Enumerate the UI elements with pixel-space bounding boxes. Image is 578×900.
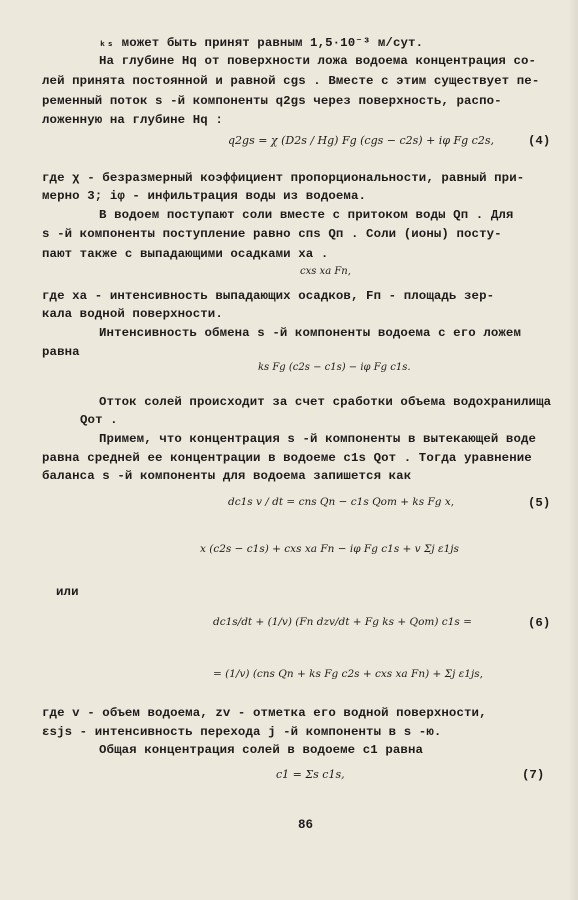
equation-number: (4): [528, 134, 551, 148]
text-line: Примем, что концентрация s -й компоненты в вытекающей воде: [99, 432, 537, 446]
formula-exchange: ks Fg (c2s − c1s) − iφ Fg c1s.: [258, 362, 411, 373]
text-line: или: [56, 585, 79, 599]
text-line: ɛsjs - интенсивность перехода j -й компоненты в s -ю.: [42, 725, 442, 739]
text-line: равна средней ее концентрации в водоеме c1s Qот . Тогда уравнение: [42, 451, 532, 465]
text-line: Общая концентрация солей в водоеме c1 равна: [99, 743, 424, 757]
equation-number: (7): [522, 768, 545, 782]
text-line: На глубине Hq от поверхности ложа водоема концентрация со-: [99, 54, 537, 68]
text-line: s -й компоненты поступление равно cпs Qп . Соли (ионы) посту-: [42, 227, 502, 241]
text-line: ложенную на глубине Hq :: [42, 113, 223, 127]
formula-5a: dc1s v / dt = cпs Qп − c1s Qот + ks Fg x,: [228, 496, 455, 508]
text-line: кала водной поверхности.: [42, 307, 223, 321]
formula-6b: = (1/v) (cпs Qп + ks Fg c2s + cxs xа Fп) + Σj ε1js,: [213, 668, 483, 680]
text-line: где xа - интенсивность выпадающих осадков, Fп - площадь зер-: [42, 289, 495, 303]
formula-7: c1 = Σs c1s,: [276, 768, 345, 781]
text-line: баланса s -й компоненты для водоема запишется как: [42, 469, 412, 483]
equation-number: (5): [528, 496, 551, 510]
text-line: мерно 3; iφ - инфильтрация воды из водоема.: [42, 189, 367, 203]
page-number: 86: [298, 818, 314, 832]
text-line: Отток солей происходит за счет сработки объема водохранилища: [99, 395, 552, 409]
text-line: ₖₛ может быть принят равным 1,5·10⁻³ м/сут.: [99, 36, 424, 50]
text-line: В водоем поступают соли вместе с притоком воды Qп . Для: [99, 208, 514, 222]
text-line: Qот .: [80, 413, 118, 427]
text-line: ременный поток s -й компоненты q2gs через поверхность, распо-: [42, 94, 502, 108]
text-line: пают также с выпадающими осадками xа .: [42, 247, 329, 261]
formula-precipitation: cxs xа Fп,: [300, 266, 351, 277]
formula-5b: x (c2s − c1s) + cxs xа Fп − iφ Fg c1s + v Σj ε1js: [200, 543, 459, 555]
formula-6a: dc1s/dt + (1/v) (Fп dzv/dt + Fg ks + Qот) c1s =: [213, 616, 472, 628]
text-line: Интенсивность обмена s -й компоненты водоема с его ложем: [99, 326, 521, 340]
text-line: лей принята постоянной и равной cgs . Вместе с этим существует пе-: [42, 74, 540, 88]
formula-4: q2gs = χ (D2s / Hg) Fg (cgs − c2s) + iφ Fg c2s,: [228, 134, 494, 147]
text-line: где v - объем водоема, zv - отметка его водной поверхности,: [42, 706, 487, 720]
equation-number: (6): [528, 616, 551, 630]
page-edge-shadow: [568, 0, 578, 900]
text-line: равна: [42, 345, 80, 359]
text-line: где χ - безразмерный коэффициент пропорциональности, равный при-: [42, 171, 525, 185]
